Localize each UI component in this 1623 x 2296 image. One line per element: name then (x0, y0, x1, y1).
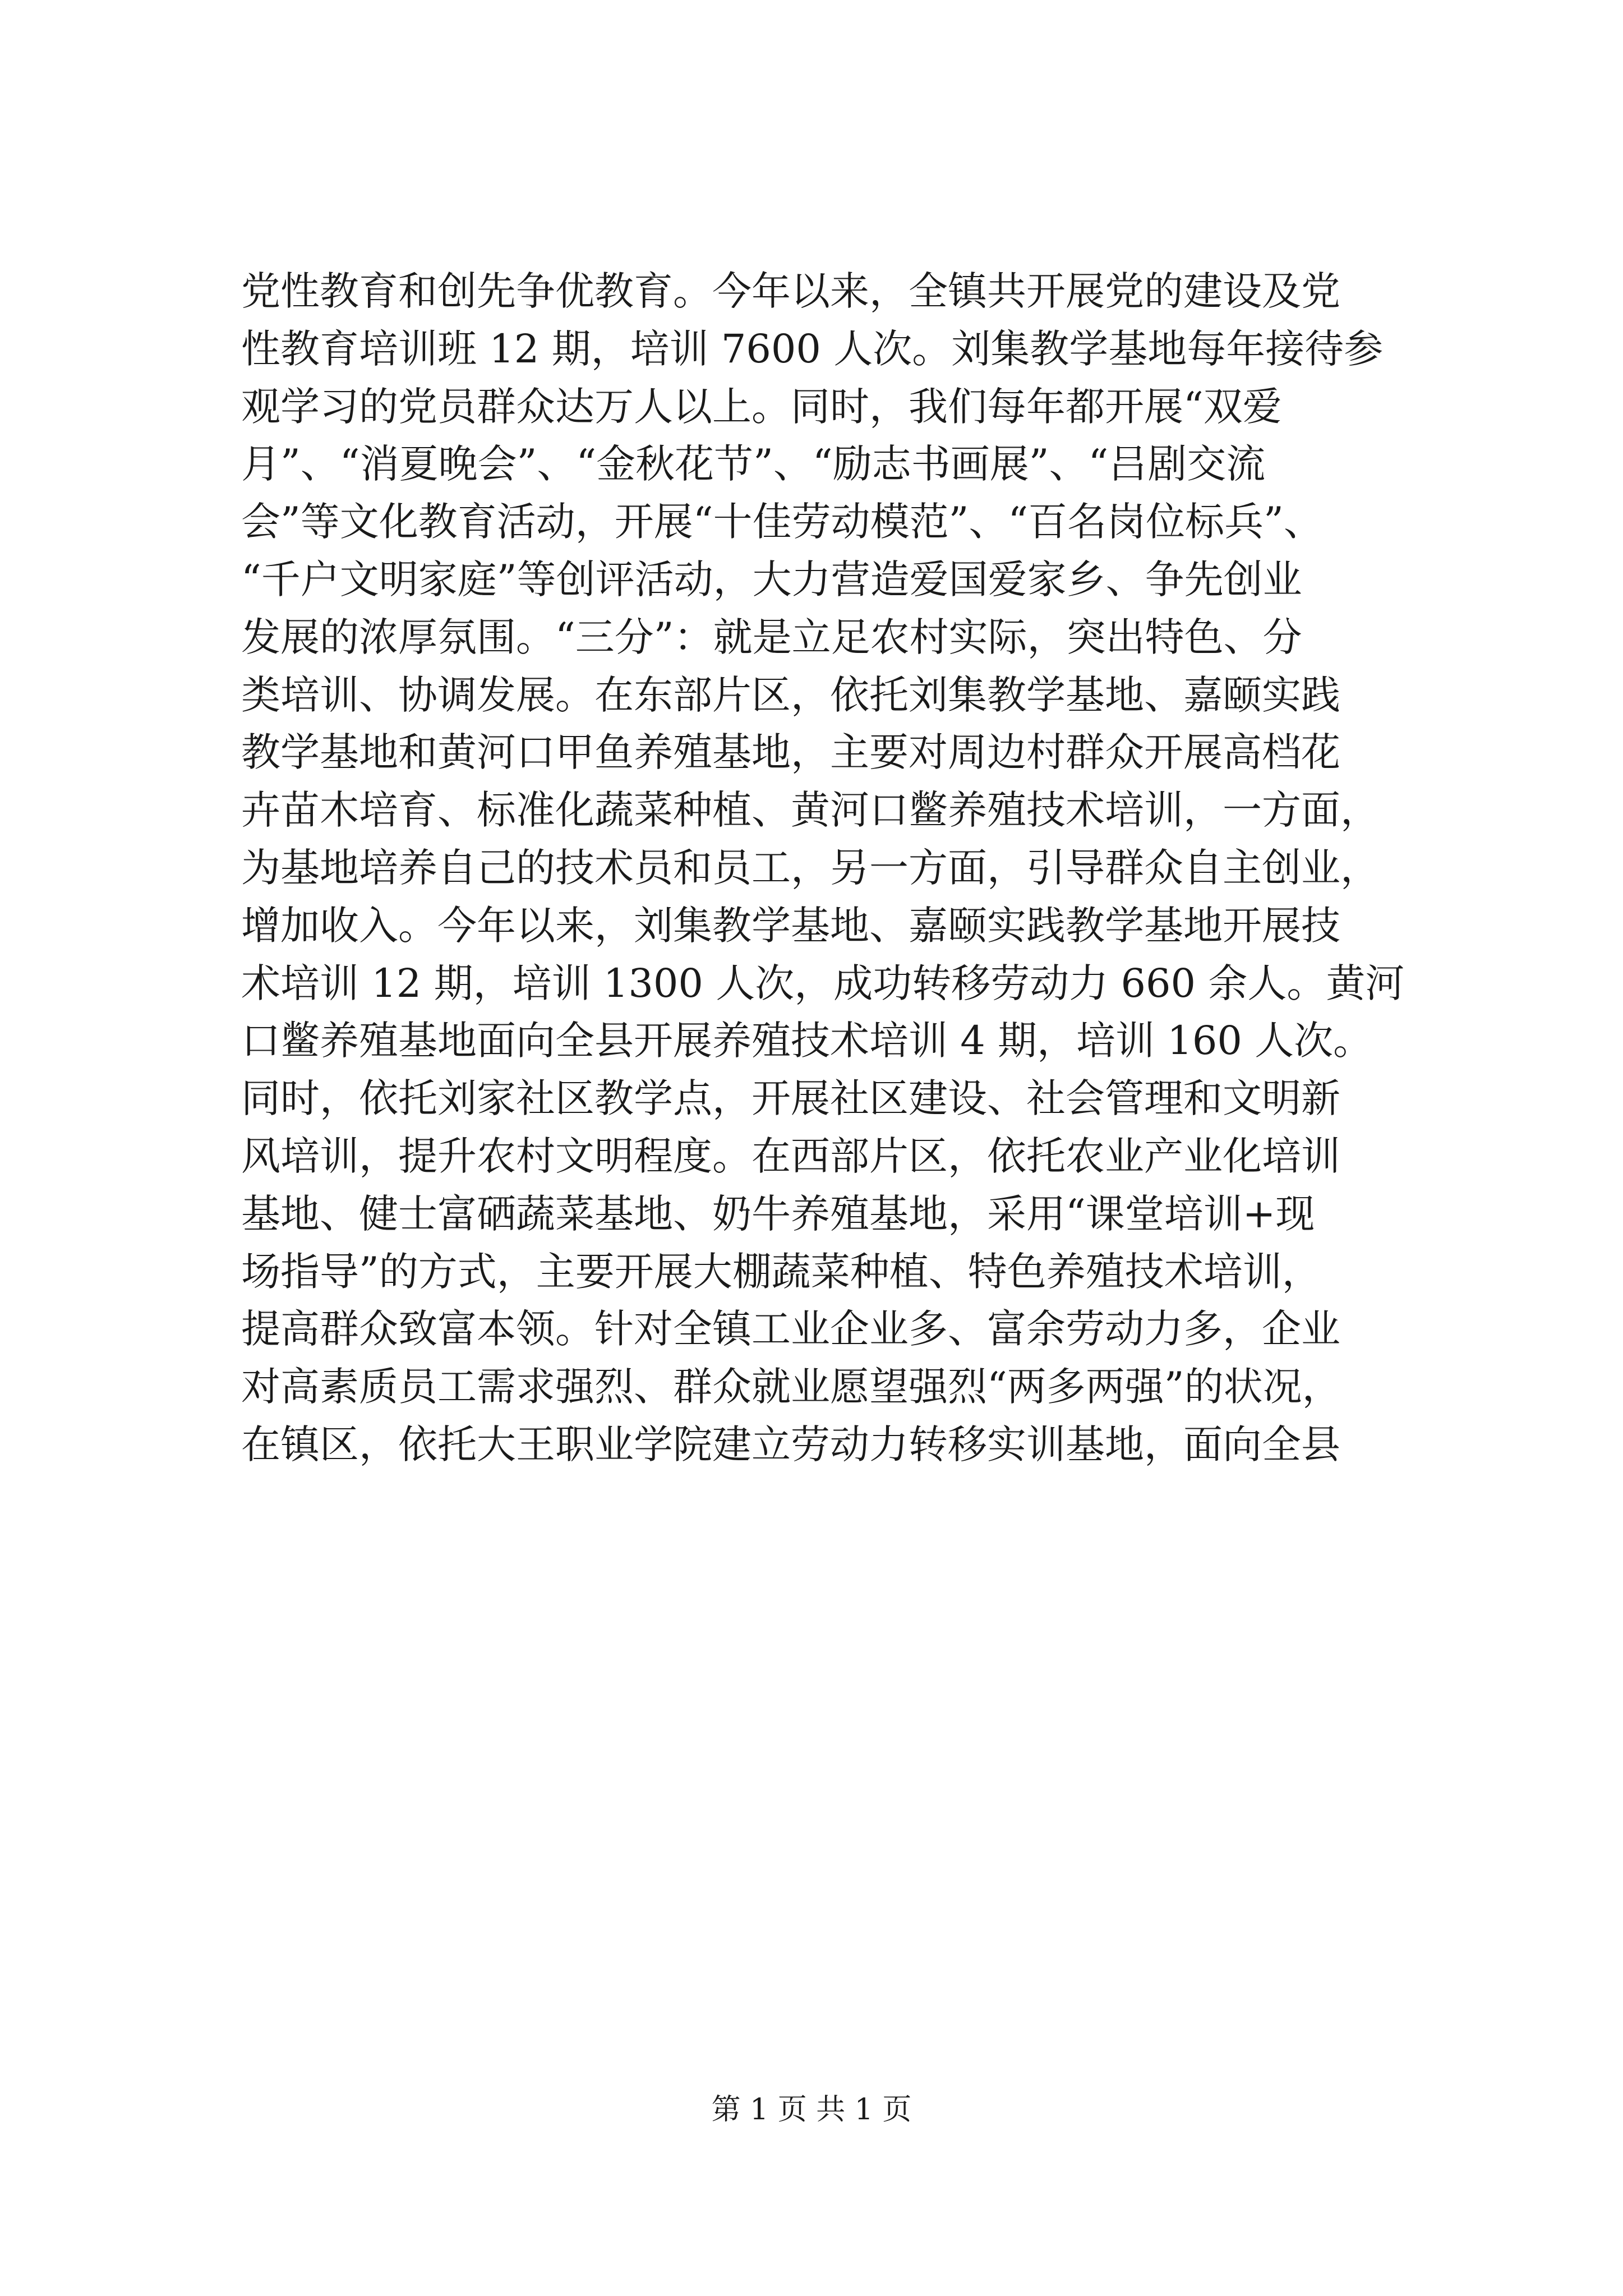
text-line: 性教育培训班 12 期，培训 7600 人次。刘集教学基地每年接待参 (241, 325, 1384, 372)
text-line: 同时，依托刘家社区教学点，开展社区建设、社会管理和文明新 (241, 1075, 1340, 1122)
text-line: 发展的浓厚氛围。“三分”：就是立足农村实际，突出特色、分 (241, 614, 1302, 660)
text-line: 会”等文化教育活动，开展“十佳劳动模范”、“百名岗位标兵”、 (241, 499, 1323, 545)
text-line: 教学基地和黄河口甲鱼养殖基地，主要对周边村群众开展高档花 (241, 729, 1340, 776)
text-line: 类培训、协调发展。在东部片区，依托刘集教学基地、嘉颐实践 (241, 671, 1340, 718)
text-line: “千户文明家庭”等创评活动，大力营造爱国爱家乡、争先创业 (241, 556, 1302, 602)
text-line: 对高素质员工需求强烈、群众就业愿望强烈“两多两强”的状况， (241, 1364, 1341, 1410)
text-line: 口鳖养殖基地面向全县开展养殖技术培训 4 期，培训 160 人次。 (241, 1018, 1373, 1064)
text-line: 基地、健士富硒蔬菜基地、奶牛养殖基地，采用“课堂培训+现 (241, 1190, 1315, 1237)
text-line: 卉苗木培育、标准化蔬菜种植、黄河口鳖养殖技术培训，一方面， (241, 787, 1380, 834)
text-line: 党性教育和创先争优教育。今年以来，全镇共开展党的建设及党 (241, 268, 1340, 314)
text-line: 月”、“消夏晚会”、“金秋花节”、“励志书画展”、“吕剧交流 (241, 441, 1266, 487)
text-line: 增加收入。今年以来，刘集教学基地、嘉颐实践教学基地开展技 (241, 902, 1340, 949)
text-line: 风培训，提升农村文明程度。在西部片区，依托农业产业化培训 (241, 1133, 1340, 1179)
text-line: 为基地培养自己的技术员和员工，另一方面，引导群众自主创业， (241, 844, 1380, 891)
text-line: 提高群众致富本领。针对全镇工业企业多、富余劳动力多，企业 (241, 1306, 1340, 1352)
text-line: 场指导”的方式，主要开展大棚蔬菜种植、特色养殖技术培训， (241, 1248, 1321, 1295)
text-line: 观学习的党员群众达万人以上。同时，我们每年都开展“双爱 (241, 383, 1282, 430)
page-footer: 第 1 页 共 1 页 (711, 2093, 912, 2127)
body-text (241, 263, 1475, 1474)
text-line: 术培训 12 期，培训 1300 人次，成功转移劳动力 660 余人。黄河 (241, 960, 1405, 1006)
text-line: 在镇区，依托大王职业学院建立劳动力转移实训基地，面向全县 (241, 1421, 1340, 1467)
